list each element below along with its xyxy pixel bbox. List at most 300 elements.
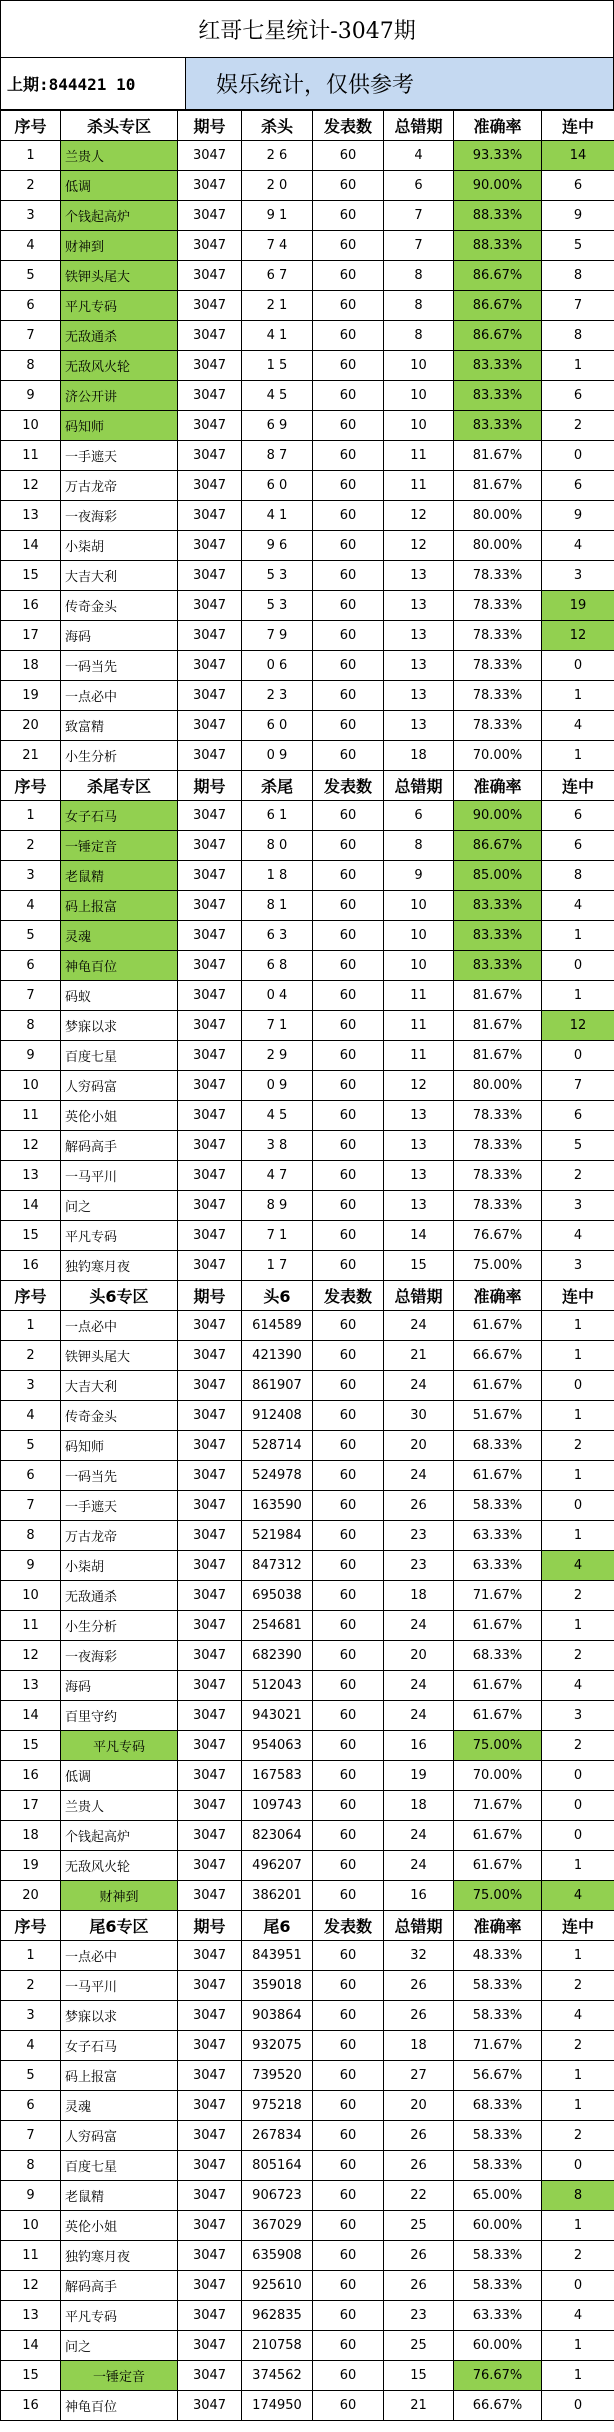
published-count: 60	[313, 831, 384, 861]
prediction-value: 8 1	[242, 891, 313, 921]
error-count: 24	[384, 1611, 454, 1641]
table-row	[1, 951, 614, 981]
prediction-value: 847312	[242, 1551, 313, 1581]
expert-name: 传奇金头	[61, 591, 178, 621]
expert-name: 个钱起高炉	[61, 201, 178, 231]
accuracy-rate: 66.67%	[454, 1341, 542, 1371]
col-header-errors: 总错期	[384, 771, 454, 801]
section-header-row	[1, 771, 614, 801]
accuracy-rate: 78.33%	[454, 681, 542, 711]
published-count: 60	[313, 231, 384, 261]
table-row	[1, 2211, 614, 2241]
table-row	[1, 2091, 614, 2121]
accuracy-rate: 78.33%	[454, 591, 542, 621]
table-row	[1, 1251, 614, 1281]
row-number: 10	[1, 411, 61, 441]
col-header-streak: 连中	[542, 1281, 614, 1311]
published-count: 60	[313, 1641, 384, 1671]
row-number: 12	[1, 1131, 61, 1161]
accuracy-rate: 83.33%	[454, 921, 542, 951]
issue-number: 3047	[178, 1341, 242, 1371]
streak-count: 0	[542, 2151, 614, 2181]
accuracy-rate: 61.67%	[454, 1701, 542, 1731]
error-count: 22	[384, 2181, 454, 2211]
row-number: 14	[1, 531, 61, 561]
table-row	[1, 1131, 614, 1161]
error-count: 8	[384, 831, 454, 861]
table-row	[1, 471, 614, 501]
prediction-value: 8 7	[242, 441, 313, 471]
streak-count: 1	[542, 351, 614, 381]
streak-count: 1	[542, 921, 614, 951]
error-count: 26	[384, 1491, 454, 1521]
row-number: 2	[1, 831, 61, 861]
issue-number: 3047	[178, 1101, 242, 1131]
prediction-value: 1 5	[242, 351, 313, 381]
error-count: 23	[384, 1521, 454, 1551]
prediction-value: 954063	[242, 1731, 313, 1761]
expert-name: 小柒胡	[61, 531, 178, 561]
error-count: 10	[384, 351, 454, 381]
prediction-value: 367029	[242, 2211, 313, 2241]
streak-count: 1	[542, 981, 614, 1011]
streak-count: 4	[542, 2301, 614, 2331]
row-number: 8	[1, 1521, 61, 1551]
prediction-value: 6 0	[242, 711, 313, 741]
error-count: 23	[384, 2301, 454, 2331]
streak-count: 1	[542, 1401, 614, 1431]
accuracy-rate: 81.67%	[454, 471, 542, 501]
table-row	[1, 321, 614, 351]
accuracy-rate: 78.33%	[454, 621, 542, 651]
table-row	[1, 1071, 614, 1101]
table-row	[1, 1491, 614, 1521]
issue-number: 3047	[178, 1041, 242, 1071]
accuracy-rate: 83.33%	[454, 351, 542, 381]
accuracy-rate: 85.00%	[454, 861, 542, 891]
prediction-value: 0 9	[242, 741, 313, 771]
col-header-no: 序号	[1, 111, 61, 141]
published-count: 60	[313, 2061, 384, 2091]
streak-count: 2	[542, 2241, 614, 2271]
issue-number: 3047	[178, 1581, 242, 1611]
accuracy-rate: 51.67%	[454, 1401, 542, 1431]
accuracy-rate: 83.33%	[454, 411, 542, 441]
accuracy-rate: 58.33%	[454, 2001, 542, 2031]
row-number: 17	[1, 621, 61, 651]
prediction-value: 0 6	[242, 651, 313, 681]
expert-name: 解码高手	[61, 2271, 178, 2301]
error-count: 15	[384, 1251, 454, 1281]
table-row	[1, 1881, 614, 1911]
expert-name: 独钓寒月夜	[61, 1251, 178, 1281]
expert-name: 万古龙帝	[61, 1521, 178, 1551]
accuracy-rate: 88.33%	[454, 231, 542, 261]
table-row	[1, 651, 614, 681]
row-number: 6	[1, 1461, 61, 1491]
prediction-value: 521984	[242, 1521, 313, 1551]
expert-name: 英伦小姐	[61, 1101, 178, 1131]
row-number: 5	[1, 921, 61, 951]
issue-number: 3047	[178, 2391, 242, 2421]
accuracy-rate: 68.33%	[454, 1431, 542, 1461]
prediction-value: 6 8	[242, 951, 313, 981]
row-number: 12	[1, 2271, 61, 2301]
published-count: 60	[313, 321, 384, 351]
streak-count: 2	[542, 411, 614, 441]
accuracy-rate: 61.67%	[454, 1671, 542, 1701]
issue-number: 3047	[178, 1311, 242, 1341]
table-row	[1, 2001, 614, 2031]
error-count: 26	[384, 1971, 454, 2001]
streak-count: 5	[542, 1131, 614, 1161]
published-count: 60	[313, 1161, 384, 1191]
accuracy-rate: 81.67%	[454, 1011, 542, 1041]
row-number: 7	[1, 2121, 61, 2151]
table-row	[1, 2151, 614, 2181]
prediction-value: 805164	[242, 2151, 313, 2181]
col-header-issue: 期号	[178, 1281, 242, 1311]
error-count: 13	[384, 1191, 454, 1221]
issue-number: 3047	[178, 2151, 242, 2181]
error-count: 10	[384, 951, 454, 981]
accuracy-rate: 76.67%	[454, 1221, 542, 1251]
expert-name: 一马平川	[61, 1971, 178, 2001]
expert-name: 一点必中	[61, 1941, 178, 1971]
published-count: 60	[313, 681, 384, 711]
error-count: 25	[384, 2331, 454, 2361]
streak-count: 2	[542, 1431, 614, 1461]
published-count: 60	[313, 1731, 384, 1761]
streak-count: 1	[542, 1611, 614, 1641]
expert-name: 平凡专码	[61, 1731, 178, 1761]
accuracy-rate: 75.00%	[454, 1881, 542, 1911]
row-number: 1	[1, 801, 61, 831]
streak-count: 4	[542, 1221, 614, 1251]
expert-name: 无敌风火轮	[61, 1851, 178, 1881]
streak-count: 19	[542, 591, 614, 621]
streak-count: 9	[542, 201, 614, 231]
issue-number: 3047	[178, 1881, 242, 1911]
prediction-value: 4 7	[242, 1161, 313, 1191]
published-count: 60	[313, 141, 384, 171]
row-number: 17	[1, 1791, 61, 1821]
issue-number: 3047	[178, 1551, 242, 1581]
published-count: 60	[313, 1671, 384, 1701]
col-header-zone: 头6专区	[61, 1281, 178, 1311]
expert-name: 英伦小姐	[61, 2211, 178, 2241]
row-number: 4	[1, 2031, 61, 2061]
col-header-zone: 杀尾专区	[61, 771, 178, 801]
table-row	[1, 1011, 614, 1041]
expert-name: 济公开讲	[61, 381, 178, 411]
error-count: 21	[384, 2391, 454, 2421]
prediction-value: 109743	[242, 1791, 313, 1821]
expert-name: 财神到	[61, 1881, 178, 1911]
table-row	[1, 1581, 614, 1611]
prediction-value: 2 6	[242, 141, 313, 171]
accuracy-rate: 81.67%	[454, 981, 542, 1011]
error-count: 24	[384, 1461, 454, 1491]
accuracy-rate: 86.67%	[454, 831, 542, 861]
published-count: 60	[313, 1041, 384, 1071]
published-count: 60	[313, 591, 384, 621]
prediction-value: 386201	[242, 1881, 313, 1911]
prediction-value: 4 1	[242, 501, 313, 531]
table-row	[1, 291, 614, 321]
prediction-value: 7 1	[242, 1011, 313, 1041]
error-count: 26	[384, 2151, 454, 2181]
issue-number: 3047	[178, 501, 242, 531]
table-row	[1, 1941, 614, 1971]
published-count: 60	[313, 1431, 384, 1461]
table-row	[1, 2241, 614, 2271]
row-number: 2	[1, 1341, 61, 1371]
row-number: 21	[1, 741, 61, 771]
accuracy-rate: 70.00%	[454, 741, 542, 771]
error-count: 8	[384, 291, 454, 321]
section-header-row	[1, 1281, 614, 1311]
issue-number: 3047	[178, 1941, 242, 1971]
issue-number: 3047	[178, 471, 242, 501]
published-count: 60	[313, 1791, 384, 1821]
published-count: 60	[313, 561, 384, 591]
row-number: 20	[1, 711, 61, 741]
table-row	[1, 1431, 614, 1461]
col-header-published: 发表数	[313, 111, 384, 141]
error-count: 12	[384, 1071, 454, 1101]
accuracy-rate: 70.00%	[454, 1761, 542, 1791]
expert-name: 一点必中	[61, 681, 178, 711]
error-count: 32	[384, 1941, 454, 1971]
col-header-issue: 期号	[178, 1911, 242, 1941]
row-number: 3	[1, 2001, 61, 2031]
published-count: 60	[313, 291, 384, 321]
published-count: 60	[313, 1611, 384, 1641]
table-row	[1, 381, 614, 411]
accuracy-rate: 80.00%	[454, 501, 542, 531]
prediction-value: 1 8	[242, 861, 313, 891]
published-count: 60	[313, 2031, 384, 2061]
prediction-value: 7 4	[242, 231, 313, 261]
expert-name: 平凡专码	[61, 1221, 178, 1251]
table-row	[1, 171, 614, 201]
prediction-value: 374562	[242, 2361, 313, 2391]
row-number: 16	[1, 2391, 61, 2421]
prediction-value: 861907	[242, 1371, 313, 1401]
accuracy-rate: 58.33%	[454, 1491, 542, 1521]
issue-number: 3047	[178, 1641, 242, 1671]
col-header-zone: 尾6专区	[61, 1911, 178, 1941]
issue-number: 3047	[178, 2091, 242, 2121]
row-number: 2	[1, 171, 61, 201]
prediction-value: 4 1	[242, 321, 313, 351]
accuracy-rate: 78.33%	[454, 561, 542, 591]
error-count: 13	[384, 651, 454, 681]
row-number: 5	[1, 261, 61, 291]
row-number: 7	[1, 981, 61, 1011]
published-count: 60	[313, 2181, 384, 2211]
streak-count: 3	[542, 561, 614, 591]
table-row	[1, 891, 614, 921]
prediction-value: 943021	[242, 1701, 313, 1731]
expert-name: 大吉大利	[61, 1371, 178, 1401]
prediction-value: 682390	[242, 1641, 313, 1671]
streak-count: 8	[542, 2181, 614, 2211]
table-row	[1, 1221, 614, 1251]
published-count: 60	[313, 1761, 384, 1791]
expert-name: 码知师	[61, 1431, 178, 1461]
accuracy-rate: 68.33%	[454, 1641, 542, 1671]
accuracy-rate: 90.00%	[454, 801, 542, 831]
table-row	[1, 1971, 614, 2001]
table-row	[1, 711, 614, 741]
expert-name: 小生分析	[61, 741, 178, 771]
row-number: 16	[1, 591, 61, 621]
expert-name: 老鼠精	[61, 861, 178, 891]
error-count: 15	[384, 2361, 454, 2391]
table-row	[1, 2031, 614, 2061]
error-count: 10	[384, 411, 454, 441]
expert-name: 码知师	[61, 411, 178, 441]
streak-count: 9	[542, 501, 614, 531]
published-count: 60	[313, 2211, 384, 2241]
streak-count: 2	[542, 1161, 614, 1191]
row-number: 6	[1, 291, 61, 321]
prediction-value: 6 1	[242, 801, 313, 831]
col-header-no: 序号	[1, 1281, 61, 1311]
row-number: 13	[1, 1161, 61, 1191]
accuracy-rate: 71.67%	[454, 2031, 542, 2061]
published-count: 60	[313, 1461, 384, 1491]
accuracy-rate: 58.33%	[454, 2271, 542, 2301]
published-count: 60	[313, 381, 384, 411]
accuracy-rate: 58.33%	[454, 2241, 542, 2271]
issue-number: 3047	[178, 831, 242, 861]
prediction-value: 7 9	[242, 621, 313, 651]
error-count: 12	[384, 501, 454, 531]
table-row	[1, 1671, 614, 1701]
error-count: 4	[384, 141, 454, 171]
col-header-no: 序号	[1, 1911, 61, 1941]
accuracy-rate: 86.67%	[454, 261, 542, 291]
accuracy-rate: 81.67%	[454, 1041, 542, 1071]
col-header-value: 头6	[242, 1281, 313, 1311]
published-count: 60	[313, 1071, 384, 1101]
error-count: 26	[384, 2241, 454, 2271]
col-header-accuracy: 准确率	[454, 771, 542, 801]
table-row	[1, 1761, 614, 1791]
published-count: 60	[313, 441, 384, 471]
published-count: 60	[313, 1011, 384, 1041]
prediction-value: 6 7	[242, 261, 313, 291]
expert-name: 兰贵人	[61, 1791, 178, 1821]
issue-number: 3047	[178, 1071, 242, 1101]
prediction-value: 512043	[242, 1671, 313, 1701]
row-number: 1	[1, 1941, 61, 1971]
row-number: 11	[1, 2241, 61, 2271]
table-row	[1, 1161, 614, 1191]
streak-count: 1	[542, 2091, 614, 2121]
issue-number: 3047	[178, 651, 242, 681]
table-row	[1, 561, 614, 591]
col-header-accuracy: 准确率	[454, 1281, 542, 1311]
expert-name: 问之	[61, 2331, 178, 2361]
table-row	[1, 2391, 614, 2421]
table-row	[1, 2121, 614, 2151]
row-number: 11	[1, 1611, 61, 1641]
row-number: 3	[1, 1371, 61, 1401]
error-count: 8	[384, 261, 454, 291]
streak-count: 1	[542, 1341, 614, 1371]
streak-count: 1	[542, 2061, 614, 2091]
col-header-zone: 杀头专区	[61, 111, 178, 141]
row-number: 10	[1, 2211, 61, 2241]
streak-count: 0	[542, 1821, 614, 1851]
accuracy-rate: 78.33%	[454, 1161, 542, 1191]
error-count: 30	[384, 1401, 454, 1431]
issue-number: 3047	[178, 981, 242, 1011]
published-count: 60	[313, 1251, 384, 1281]
issue-number: 3047	[178, 861, 242, 891]
row-number: 8	[1, 351, 61, 381]
error-count: 11	[384, 471, 454, 501]
expert-name: 小柒胡	[61, 1551, 178, 1581]
issue-number: 3047	[178, 1671, 242, 1701]
prediction-value: 421390	[242, 1341, 313, 1371]
expert-name: 一夜海彩	[61, 501, 178, 531]
table-row	[1, 1821, 614, 1851]
published-count: 60	[313, 2151, 384, 2181]
published-count: 60	[313, 2091, 384, 2121]
published-count: 60	[313, 621, 384, 651]
prediction-value: 614589	[242, 1311, 313, 1341]
table-row	[1, 1731, 614, 1761]
error-count: 11	[384, 441, 454, 471]
prediction-value: 1 7	[242, 1251, 313, 1281]
error-count: 7	[384, 201, 454, 231]
expert-name: 女子石马	[61, 2031, 178, 2061]
table-row	[1, 1191, 614, 1221]
issue-number: 3047	[178, 1131, 242, 1161]
prediction-value: 843951	[242, 1941, 313, 1971]
expert-name: 老鼠精	[61, 2181, 178, 2211]
col-header-issue: 期号	[178, 111, 242, 141]
error-count: 7	[384, 231, 454, 261]
streak-count: 0	[542, 951, 614, 981]
issue-number: 3047	[178, 201, 242, 231]
published-count: 60	[313, 741, 384, 771]
prediction-value: 932075	[242, 2031, 313, 2061]
expert-name: 一码当先	[61, 651, 178, 681]
accuracy-rate: 60.00%	[454, 2211, 542, 2241]
published-count: 60	[313, 1971, 384, 2001]
col-header-accuracy: 准确率	[454, 111, 542, 141]
accuracy-rate: 48.33%	[454, 1941, 542, 1971]
col-header-accuracy: 准确率	[454, 1911, 542, 1941]
row-number: 11	[1, 441, 61, 471]
streak-count: 0	[542, 651, 614, 681]
streak-count: 4	[542, 711, 614, 741]
issue-number: 3047	[178, 1161, 242, 1191]
issue-number: 3047	[178, 2271, 242, 2301]
accuracy-rate: 78.33%	[454, 651, 542, 681]
published-count: 60	[313, 2001, 384, 2031]
table-row	[1, 1791, 614, 1821]
expert-name: 独钓寒月夜	[61, 2241, 178, 2271]
row-number: 7	[1, 1491, 61, 1521]
issue-number: 3047	[178, 2361, 242, 2391]
